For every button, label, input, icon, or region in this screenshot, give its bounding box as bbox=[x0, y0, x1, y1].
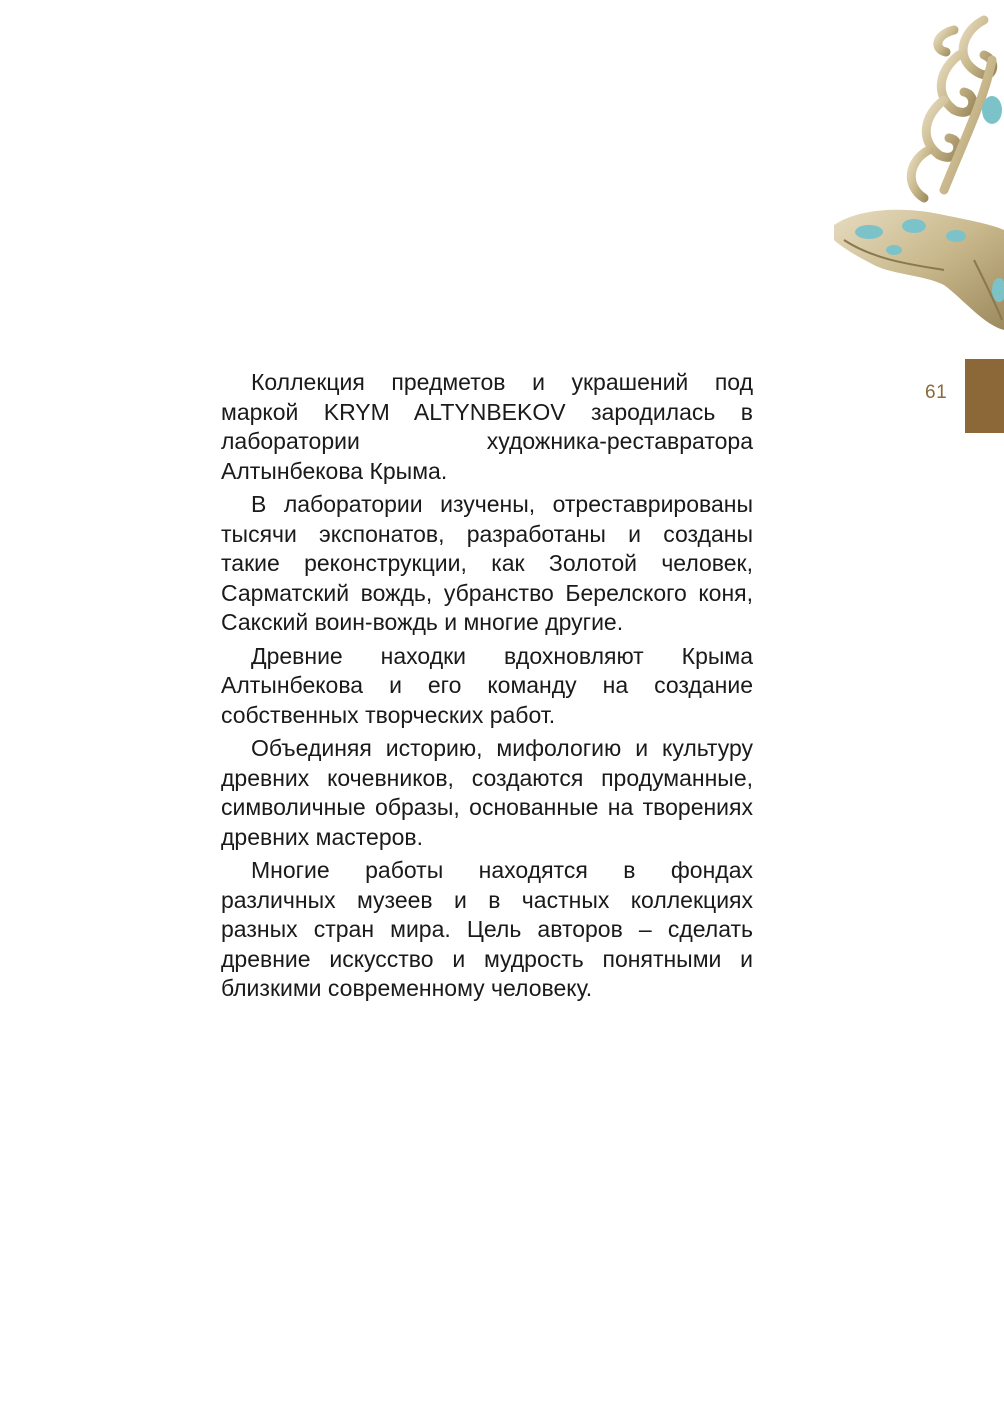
page-number: 61 bbox=[925, 382, 948, 403]
paragraph: Коллекция предметов и украшений под маркой KRYM ALTYNBEKOV зародилась в лаборатории художника-реставратора Алтынбекова Крыма. bbox=[221, 369, 753, 484]
paragraph: Многие работы находятся в фондах различных музеев и в частных коллекциях разных стран мира. Цель авторов – сделать древние искусство и мудрость понятными и близкими современному человеку. bbox=[221, 857, 753, 1001]
paragraph: Древние находки вдохновляют Крыма Алтынбекова и его команду на создание собственных творческих работ. bbox=[221, 642, 753, 728]
deer-jewelry-icon bbox=[834, 0, 1004, 360]
paragraph: В лаборатории изучены, отреставрированы тысячи экспонатов, разработаны и созданы такие реконструкции, как Золотой человек, Сарматский вождь, убранство Берелского коня, Сакский воин-вождь и многие другие. bbox=[221, 491, 753, 635]
chapter-tab bbox=[965, 359, 1004, 433]
body-text bbox=[221, 368, 753, 1008]
paragraph: Объединяя историю, мифологию и культуру древних кочевников, создаются продуманные, символичные образы, основанные на творениях древних мастеров. bbox=[221, 735, 753, 850]
